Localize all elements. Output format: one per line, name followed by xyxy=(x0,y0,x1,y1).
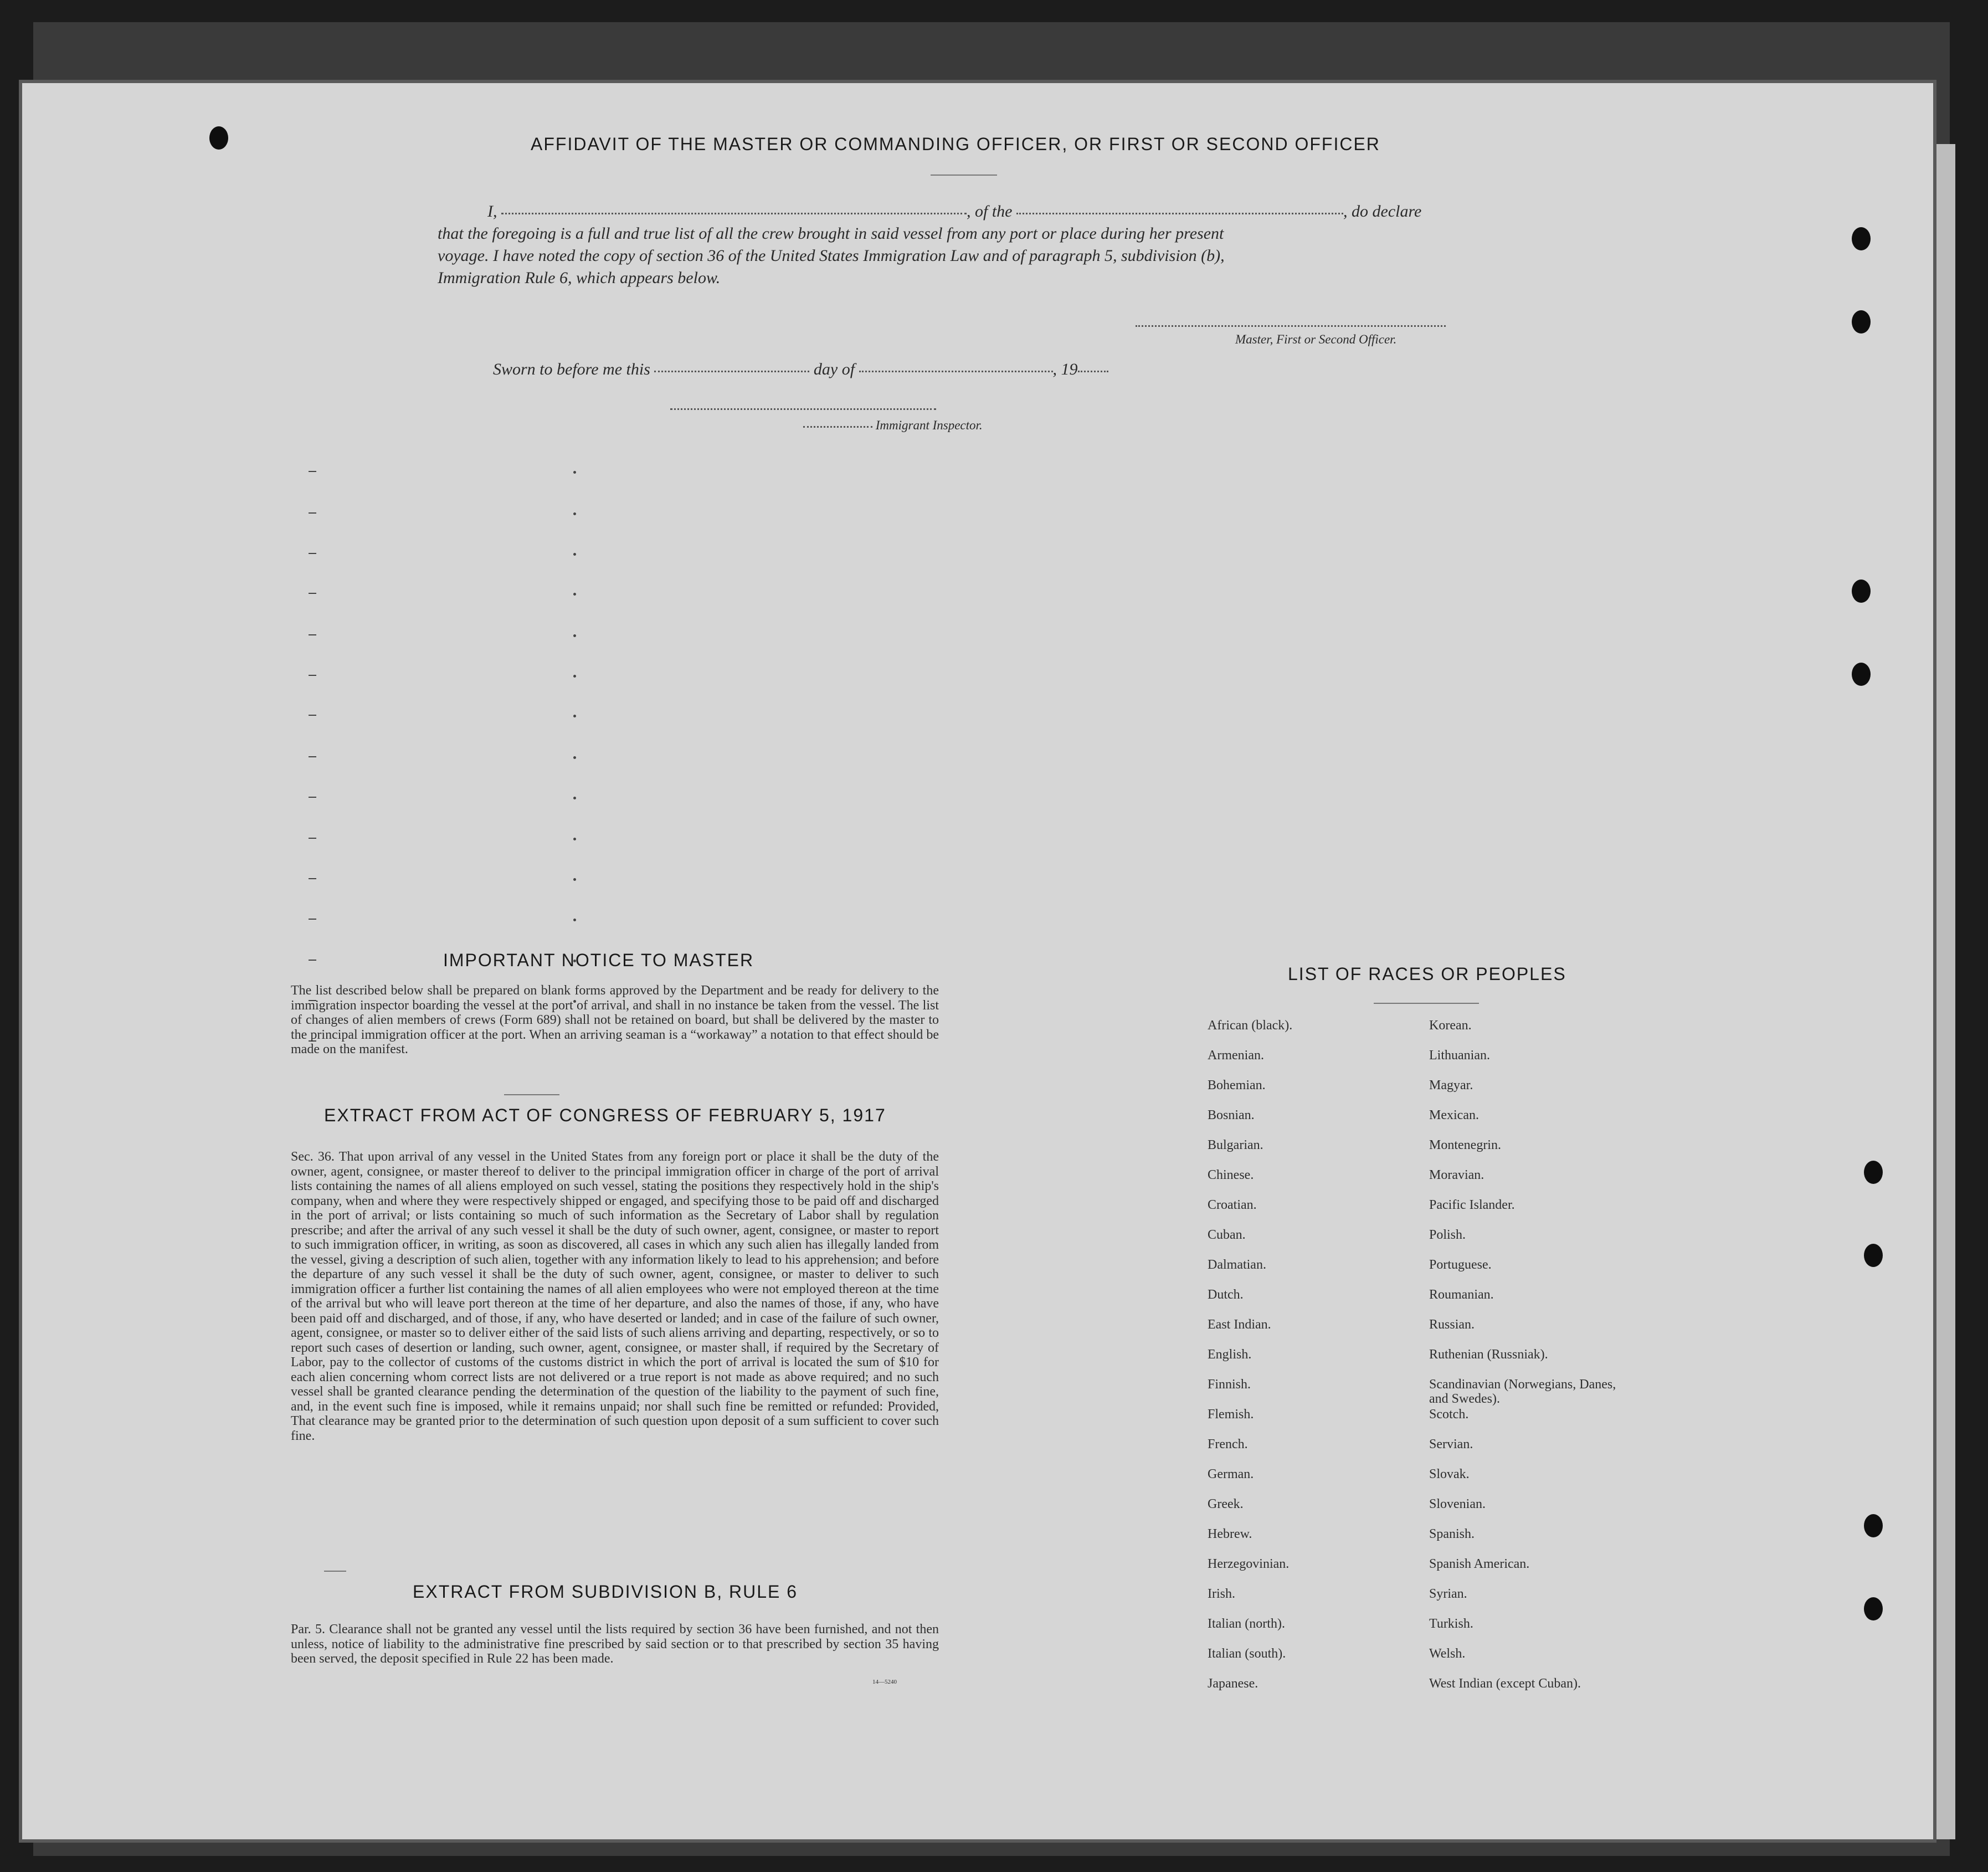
race-item: Japanese. xyxy=(1208,1676,1258,1691)
punch-hole-icon xyxy=(1864,1161,1883,1184)
list-tick xyxy=(309,919,316,920)
document-page xyxy=(22,83,1933,1839)
affidavit-line-1 xyxy=(487,202,1421,221)
list-dot xyxy=(573,634,576,637)
of-the-label: , of the xyxy=(967,202,1013,220)
races-title: LIST OF RACES OR PEOPLES xyxy=(1288,964,1566,984)
punch-hole-icon xyxy=(209,126,228,150)
list-dot xyxy=(573,593,576,596)
race-item: Croatian. xyxy=(1208,1198,1257,1212)
race-item: Bulgarian. xyxy=(1208,1138,1263,1152)
race-item: African (black). xyxy=(1208,1018,1293,1033)
list-dot xyxy=(573,919,576,921)
sworn-day-field[interactable] xyxy=(654,370,809,372)
list-tick xyxy=(309,797,316,798)
race-item: Flemish. xyxy=(1208,1407,1254,1422)
races-rule xyxy=(1374,1003,1479,1004)
notice-text: The list described below shall be prepared on blank forms approved by the Department and be ready for delivery to the immigration inspector boarding the vessel at the port of arrival, and shall in no instance be taken from the vessel. The list of changes of alien members of crews (Form 689) shall not be retained on board, but shall be delivered by the master to the principal immigration officer at the port. When an arriving seaman is a “workaway” a notation to that effect should be made on the manifest. xyxy=(291,983,939,1056)
list-dot xyxy=(573,675,576,678)
list-tick xyxy=(309,593,316,594)
list-dot xyxy=(573,797,576,799)
race-item: Herzegovinian. xyxy=(1208,1557,1290,1571)
races-left-column xyxy=(1208,1018,1292,1706)
race-item: Bohemian. xyxy=(1208,1078,1266,1093)
race-item: Scandinavian (Norwegians, Danes, and Swedes). xyxy=(1429,1377,1616,1406)
underlying-page-edge xyxy=(1933,144,1955,1839)
list-dot xyxy=(573,471,576,474)
act-rule xyxy=(324,1571,346,1572)
punch-hole-icon xyxy=(1852,579,1871,603)
punch-hole-icon xyxy=(1852,663,1871,686)
day-of-label: day of xyxy=(813,360,855,378)
notice-title: IMPORTANT NOTICE TO MASTER xyxy=(443,950,754,970)
list-tick xyxy=(309,634,316,635)
inspector-line xyxy=(803,418,983,433)
race-item: English. xyxy=(1208,1347,1252,1362)
list-tick xyxy=(309,756,316,757)
race-item: Slovak. xyxy=(1429,1467,1470,1481)
race-item: Dalmatian. xyxy=(1208,1258,1266,1272)
list-tick xyxy=(309,715,316,716)
inspector-label: Immigrant Inspector. xyxy=(875,418,983,432)
act-text: Sec. 36. That upon arrival of any vessel in the United States from any foreign port or place it shall be the duty of the owner, agent, consignee, or master thereof to deliver to the principal immigration officer in charge of the port of arrival lists containing the names of all aliens employed on such vessel, stating the positions they respectively hold in the ship's company, when and where they were respectively shipped or engaged, and specifying those to be paid off and discharged in the port of arrival; or lists containing so much of such information as the Secretary of Labor shall by regulation prescribe; and after the arrival of any such vessel it shall be the duty of such owner, agent, consignee, or master to report to such immigration officer, in writing, as soon as discovered, all cases in which any such alien has illegally landed from the vessel, giving a description of such alien, together with any information likely to lead to his apprehension; and before the departure of any such vessel it shall be the duty of such owner, agent, consignee, or master to deliver to such immigration officer a further list containing the names of all alien employees who were not employed thereon at the time of the arrival but who will leave port thereon at the time of her departure, and also the names of those, if any, who have been paid off and discharged, and of those, if any, who have deserted or landed; and in case of the failure of such owner, agent, consignee, or master so to deliver either of the said lists of such aliens arriving and departing, respectively, or so to report such cases of desertion or landing, such owner, agent, consignee, or master shall, if required by the Secretary of Labor, pay to the collector of customs of the customs district in which the port of arrival is located the sum of $10 for each alien concerning whom correct lists are not delivered or a true report is not made as above required; and no such vessel shall be granted clearance pending the determination of the question of the liability to the payment of such fine, and, in the event such fine is imposed, while it remains unpaid; nor shall such fine be remitted or refunded: Provided, That clearance may be granted prior to the determination of such question upon deposit of a sum sufficient to cover such fine. xyxy=(291,1150,939,1443)
sworn-month-field[interactable] xyxy=(859,370,1053,372)
race-item: Irish. xyxy=(1208,1587,1235,1601)
race-item: Magyar. xyxy=(1429,1078,1473,1093)
list-dot xyxy=(573,715,576,717)
list-dot xyxy=(573,756,576,759)
race-item: German. xyxy=(1208,1467,1254,1481)
race-item: Syrian. xyxy=(1429,1587,1467,1601)
race-item: Russian. xyxy=(1429,1317,1475,1332)
race-item: Spanish. xyxy=(1429,1527,1475,1541)
punch-hole-icon xyxy=(1864,1514,1883,1537)
list-tick xyxy=(309,675,316,676)
race-item: Hebrew. xyxy=(1208,1527,1252,1541)
race-item: Greek. xyxy=(1208,1497,1244,1511)
race-item: Italian (south). xyxy=(1208,1647,1286,1661)
race-item: Servian. xyxy=(1429,1437,1473,1452)
vessel-name-field[interactable] xyxy=(1016,212,1343,214)
race-item: East Indian. xyxy=(1208,1317,1271,1332)
race-item: Korean. xyxy=(1429,1018,1472,1033)
sworn-line xyxy=(493,360,1108,379)
act-title: EXTRACT FROM ACT OF CONGRESS OF FEBRUARY 5, 1917 xyxy=(324,1105,886,1125)
list-tick xyxy=(309,878,316,879)
race-item: Lithuanian. xyxy=(1429,1048,1490,1063)
races-right-column xyxy=(1429,1018,1629,1706)
officer-signature-label: Master, First or Second Officer. xyxy=(1235,332,1397,346)
list-tick xyxy=(309,960,316,961)
sworn-year-field[interactable] xyxy=(1078,370,1108,372)
race-item: Montenegrin. xyxy=(1429,1138,1501,1152)
affidavit-line-3: voyage. I have noted the copy of section 36 of the United States Immigration Law and of paragraph 5, subdivision (b), xyxy=(438,247,1225,265)
inspector-signature-field[interactable] xyxy=(670,407,936,410)
list-tick xyxy=(309,512,316,514)
race-item: Portuguese. xyxy=(1429,1258,1492,1272)
race-item: West Indian (except Cuban). xyxy=(1429,1676,1581,1691)
notice-rule xyxy=(504,1094,559,1095)
officer-signature-field[interactable] xyxy=(1136,324,1446,327)
race-item: Italian (north). xyxy=(1208,1617,1285,1631)
punch-hole-icon xyxy=(1852,310,1871,334)
race-item: Mexican. xyxy=(1429,1108,1479,1122)
title-underline xyxy=(931,175,997,176)
race-item: Moravian. xyxy=(1429,1168,1484,1182)
race-item: Ruthenian (Russniak). xyxy=(1429,1347,1548,1362)
declarant-label: I, xyxy=(487,202,497,220)
affidavit-title: AFFIDAVIT OF THE MASTER OR COMMANDING OFFICER, OR FIRST OR SECOND OFFICER xyxy=(531,134,1380,154)
declarant-name-field[interactable] xyxy=(501,212,967,214)
race-item: Bosnian. xyxy=(1208,1108,1255,1122)
race-item: Roumanian. xyxy=(1429,1288,1494,1302)
race-item: Cuban. xyxy=(1208,1228,1246,1242)
sworn-label: Sworn to before me this xyxy=(493,360,650,378)
race-item: Scotch. xyxy=(1429,1407,1469,1422)
race-item: Dutch. xyxy=(1208,1288,1244,1302)
year-label: , 19 xyxy=(1052,360,1078,378)
declare-label: , do declare xyxy=(1343,202,1422,220)
race-item: Turkish. xyxy=(1429,1617,1473,1631)
list-tick xyxy=(309,553,316,554)
list-dot xyxy=(573,512,576,515)
punch-hole-icon xyxy=(1864,1244,1883,1267)
list-dot xyxy=(573,553,576,556)
rule-text: Par. 5. Clearance shall not be granted any vessel until the lists required by section 36 have been furnished, and not then unless, notice of liability to the administrative fine prescribed by said section or to that prescribed by section 35 having been served, the deposit specified in Rule 22 has been made. xyxy=(291,1622,939,1666)
list-tick xyxy=(309,838,316,839)
form-number: 14—5240 xyxy=(872,1679,897,1685)
punch-hole-icon xyxy=(1864,1597,1883,1620)
rule-title: EXTRACT FROM SUBDIVISION B, RULE 6 xyxy=(413,1582,798,1602)
list-dot xyxy=(573,878,576,881)
race-item: Slovenian. xyxy=(1429,1497,1486,1511)
punch-hole-icon xyxy=(1852,227,1871,250)
race-item: Spanish American. xyxy=(1429,1557,1530,1571)
race-item: Finnish. xyxy=(1208,1377,1251,1392)
affidavit-line-2: that the foregoing is a full and true list of all the crew brought in said vessel from any port or place during her present xyxy=(438,224,1224,243)
race-item: French. xyxy=(1208,1437,1248,1452)
race-item: Welsh. xyxy=(1429,1647,1466,1661)
affidavit-line-4: Immigration Rule 6, which appears below. xyxy=(438,269,721,287)
inspector-leader xyxy=(803,425,872,428)
race-item: Pacific Islander. xyxy=(1429,1198,1515,1212)
race-item: Armenian. xyxy=(1208,1048,1264,1063)
list-dot xyxy=(573,838,576,840)
race-item: Polish. xyxy=(1429,1228,1466,1242)
race-item: Chinese. xyxy=(1208,1168,1254,1182)
list-tick xyxy=(309,471,316,472)
